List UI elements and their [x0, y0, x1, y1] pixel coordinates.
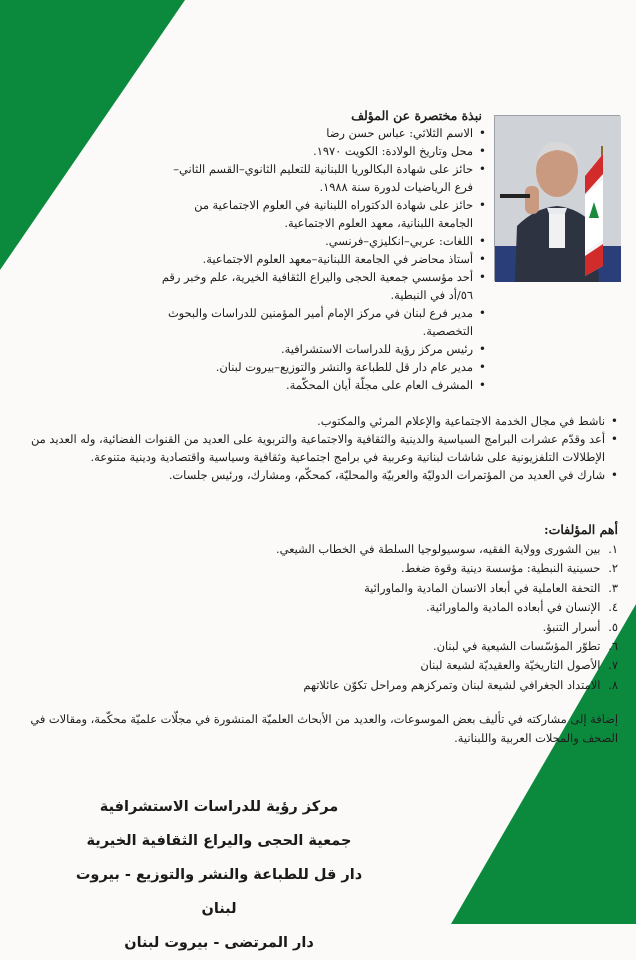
bio-item: • رئيس مركز رؤية للدراسات الاستشرافية. — [156, 340, 486, 358]
works-list — [18, 540, 618, 695]
publisher-name: مركز رؤية للدراسات الاستشرافية — [99, 799, 339, 815]
bio-item: • أعد وقدّم عشرات البرامج السياسية والدينية والثقافية والاجتماعية والتربوية على العديد من القنوات الفضائية، وله العديد من الإطلالات التلفزيونية على شاشات لبنانية وعربية في برامج اجتماعية وثقافية وسياسية واقتصادية ودينية متنوعة. — [18, 430, 618, 466]
publisher-name: دار قل للطباعة والنشر والتوزيع - بيروت لبنان — [75, 867, 363, 917]
works-item — [18, 676, 618, 695]
works-item — [18, 656, 618, 675]
bio-item: • اللغات: عربي–انكليزي–فرنسي. — [156, 232, 486, 250]
works-item — [18, 559, 618, 578]
works-text: أسرار التنبؤ. — [542, 619, 601, 634]
works-item — [18, 618, 618, 637]
works-text: بين الشورى وولاية الفقيه، سوسيولوجيا السلطة في الخطاب الشيعي. — [275, 542, 601, 556]
works-text: تطوّر المؤسّسات الشيعية في لبنان. — [432, 639, 601, 654]
works-text: التحفة العاملية في أبعاد الانسان المادية والماورائية — [364, 580, 601, 595]
bio-item: • حائز على شهادة الدكتوراه اللبنانية في العلوم الاجتماعية من الجامعة اللبنانية، معهد العلوم الاجتماعية. — [156, 196, 486, 232]
works-number: ٥. — [608, 619, 618, 634]
works-text: حسينية النبطية: مؤسسة دينية وقوة ضغط. — [400, 561, 601, 576]
bio-list — [156, 124, 486, 394]
bio-item: • محل وتاريخ الولادة: الكويت ١٩٧٠. — [156, 142, 486, 160]
works-text: الإنسان في أبعاده المادية والماورائية. — [426, 600, 601, 615]
works-item — [18, 579, 618, 598]
bio-item: • الاسم الثلاثي: عباس حسن رضا — [156, 124, 486, 142]
bio-item: • أستاذ محاضر في الجامعة اللبنانية–معهد العلوم الاجتماعية. — [156, 250, 486, 268]
works-number: ٧. — [608, 658, 618, 673]
works-text: الأصول التاريخيّة والعقيديّة لشيعة لبنان — [420, 658, 601, 673]
bio-item: • مدير عام دار قل للطباعة والنشر والتوزيع–بيروت لبنان. — [156, 358, 486, 376]
works-note: إضافة إلى مشاركته في تأليف بعض الموسوعات، والعديد من الأبحاث العلميّة المنشورة في مجلّات علميّة محكّمة، ومقالات في الصحف والمجلات العربية واللبنانية. — [30, 712, 618, 745]
works-number: ٨. — [608, 677, 618, 692]
works-item — [18, 637, 618, 656]
bio-item: • حائز على شهادة البكالوريا اللبنانية للتعليم الثانوي–القسم الثاني– فرع الرياضيات لدورة سنة ١٩٨٨. — [156, 160, 486, 196]
bio-title: نبذة مختصرة عن المؤلف — [351, 108, 482, 123]
bio-item: • مدير فرع لبنان في مركز الإمام أمير المؤمنين للدراسات والبحوث التخصصية. — [156, 304, 486, 340]
publishers-block — [74, 790, 364, 960]
works-number: ٣. — [608, 580, 618, 595]
works-number: ٢. — [608, 561, 618, 576]
publisher-name: دار المرتضى - بيروت لبنان — [124, 935, 314, 951]
works-title: أهم المؤلفات: — [543, 522, 618, 537]
works-text: الامتداد الجغرافي لشيعة لبنان وتمركزهم ومراحل تكوّن عائلاتهم — [303, 677, 601, 692]
bio-item: • أحد مؤسسي جمعية الحجى واليراع الثقافية الخيرية، علم وخبر رقم ٥٦/أد في النبطية. — [156, 268, 486, 304]
author-photo — [494, 115, 620, 281]
bio-item: • المشرف العام على مجلّة أيان المحكّمة. — [156, 376, 486, 394]
works-item — [18, 540, 618, 559]
bio-item: • شارك في العديد من المؤتمرات الدوليّة والعربيّة والمحليّة، كمحكّم، ومشارك، ورئيس جلسات. — [18, 466, 618, 484]
bio-list-wide — [18, 412, 618, 484]
works-item — [18, 598, 618, 617]
publisher-name: جمعية الحجى واليراع الثقافية الخيرية — [86, 833, 352, 849]
works-number: ٤. — [608, 600, 618, 615]
works-number: ٦. — [608, 639, 618, 654]
works-number: ١. — [608, 542, 618, 556]
bio-item: • ناشط في مجال الخدمة الاجتماعية والإعلام المرئي والمكتوب. — [18, 412, 618, 430]
